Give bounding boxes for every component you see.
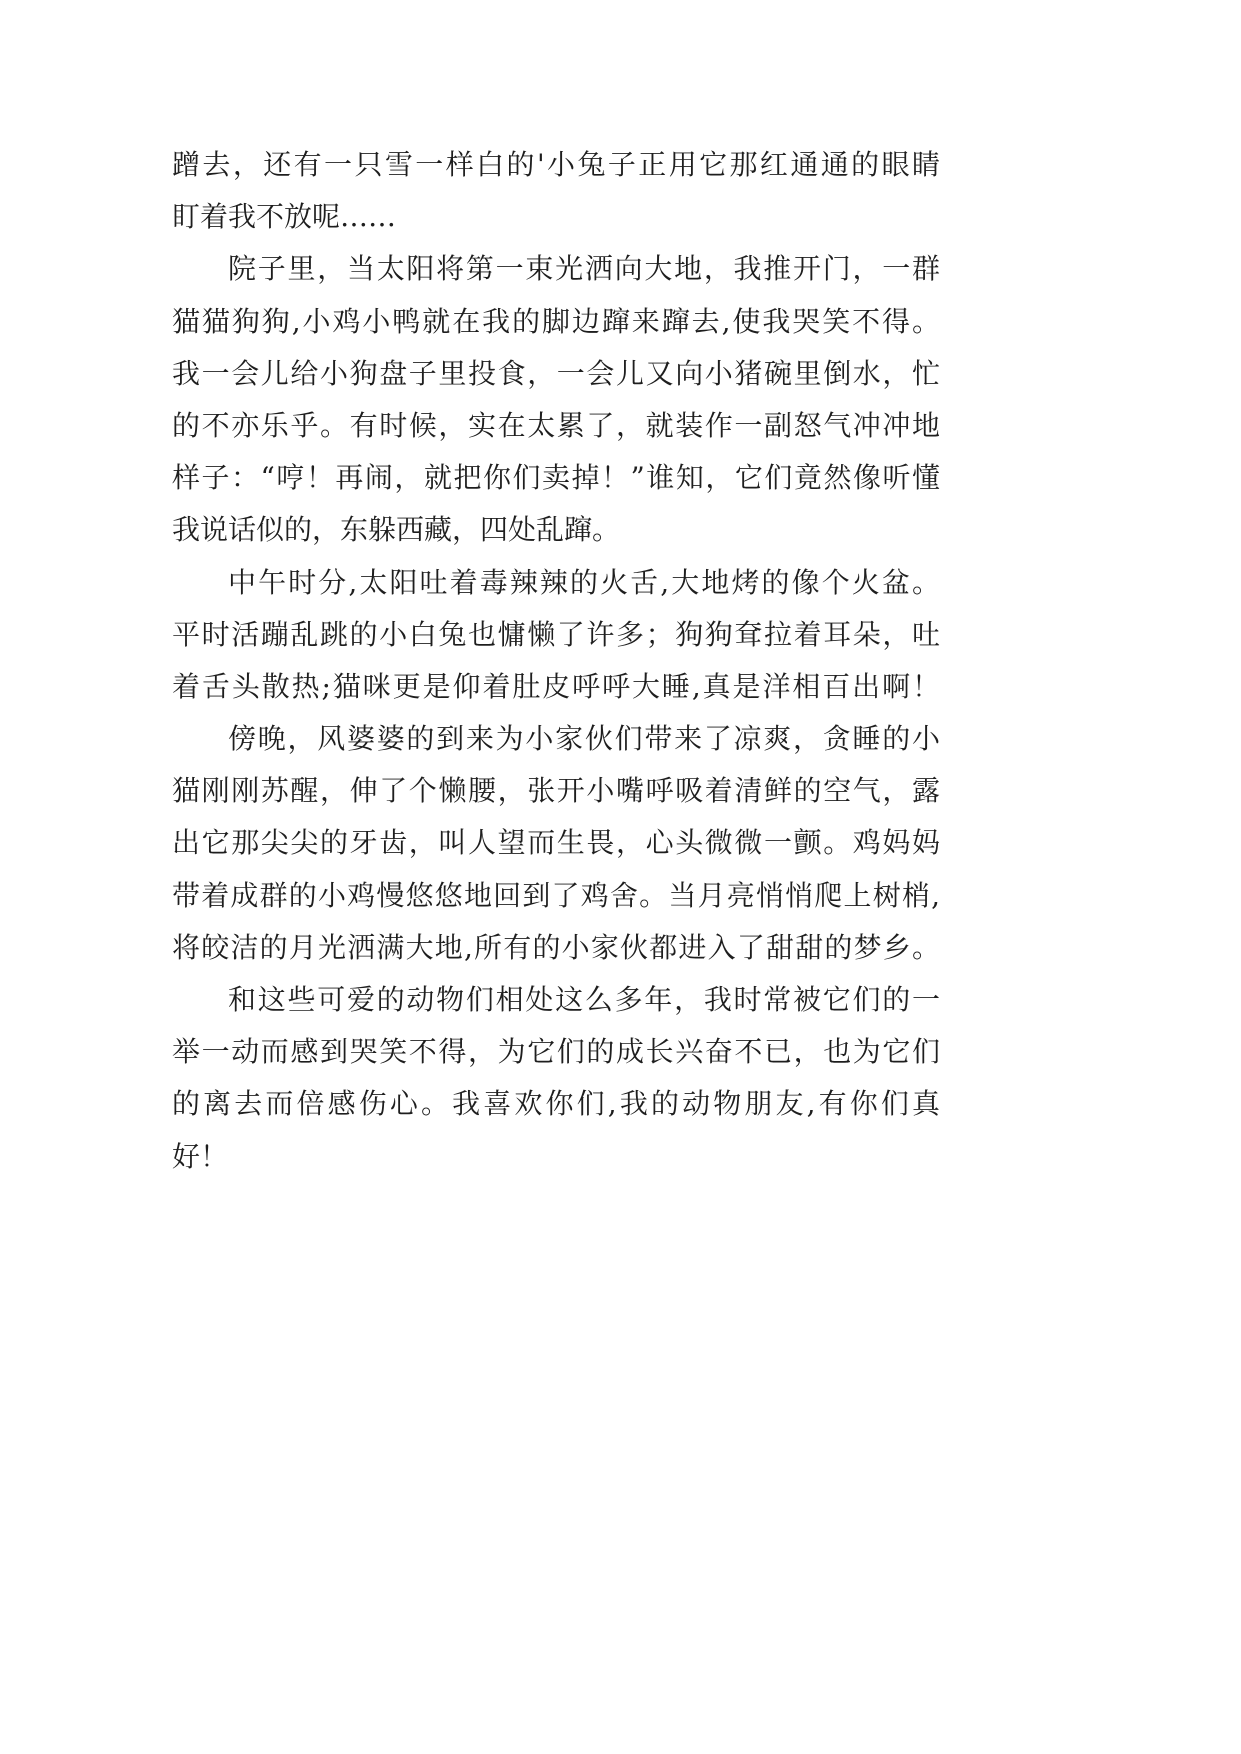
text-line: 猫刚刚苏醒，伸了个懒腰，张开小嘴呼吸着清鲜的空气，露 [172, 774, 940, 808]
text-line: 蹭去，还有一只雪一样白的'小兔子正用它那红通通的眼睛 [172, 148, 940, 181]
text-line: 样子：“哼！再闹，就把你们卖掉！”谁知，它们竟然像听懂 [172, 461, 940, 495]
text-line: 的不亦乐乎。有时候，实在太累了，就装作一副怒气冲冲地 [172, 408, 940, 442]
text-line: 院子里，当太阳将第一束光洒向大地，我推开门，一群 [228, 252, 940, 286]
text-line: 我说话似的，东躲西藏，四处乱蹿。 [172, 513, 621, 547]
text-line: 平时活蹦乱跳的小白兔也慵懒了许多；狗狗耷拉着耳朵，吐 [172, 617, 940, 651]
paragraph-continuation [172, 139, 940, 243]
text-line: 出它那尖尖的牙齿，叫人望而生畏，心头微微一颤。鸡妈妈 [172, 826, 940, 860]
text-line: 举一动而感到哭笑不得，为它们的成长兴奋不已，也为它们 [172, 1035, 940, 1069]
text-line: 我一会儿给小狗盘子里投食，一会儿又向小猪碗里倒水，忙 [172, 356, 940, 390]
paragraph-evening [172, 713, 940, 974]
text-line: 猫猫狗狗,小鸡小鸭就在我的脚边蹿来蹿去,使我哭笑不得。 [172, 304, 940, 338]
text-line: 傍晚，风婆婆的到来为小家伙们带来了凉爽，贪睡的小 [228, 722, 940, 756]
text-line: 将皎洁的月光洒满大地,所有的小家伙都进入了甜甜的梦乡。 [172, 930, 940, 964]
body-text [172, 139, 940, 1183]
text-line: 着舌头散热;猫咪更是仰着肚皮呼呼大睡,真是洋相百出啊！ [172, 669, 940, 703]
paragraph-morning [172, 243, 940, 556]
text-line: 中午时分,太阳吐着毒辣辣的火舌,大地烤的像个火盆。 [228, 565, 940, 599]
text-line: 盯着我不放呢…… [172, 200, 397, 234]
text-line: 的离去而倍感伤心。我喜欢你们,我的动物朋友,有你们真 [172, 1087, 940, 1121]
text-line: 带着成群的小鸡慢悠悠地回到了鸡舍。当月亮悄悄爬上树梢, [172, 878, 940, 912]
text-line: 和这些可爱的动物们相处这么多年，我时常被它们的一 [228, 983, 940, 1016]
text-line: 好！ [172, 1139, 229, 1173]
paragraph-noon [172, 557, 940, 714]
paragraph-conclusion [172, 974, 940, 1183]
